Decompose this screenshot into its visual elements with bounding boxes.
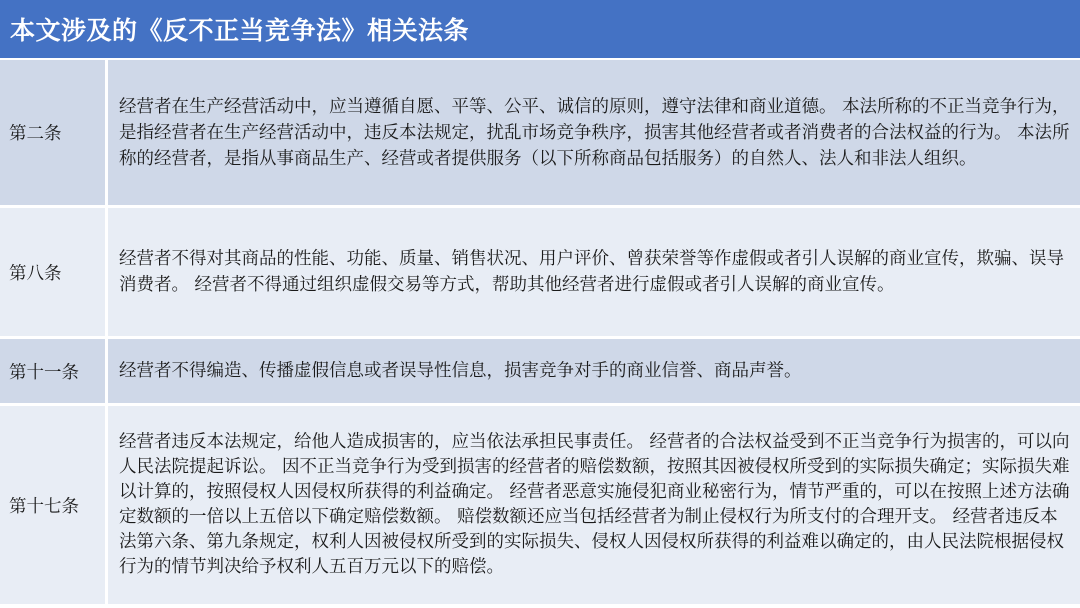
- article-number: 第十一条: [0, 339, 108, 403]
- article-text: [108, 406, 1080, 604]
- article-text: [108, 339, 1080, 403]
- article-text: [108, 208, 1080, 336]
- article-text-content: 经营者违反本法规定，给他人造成损害的，应当依法承担民事责任。 经营者的合法权益受到不正当竞争行为损害的，可以向人民法院提起诉讼。 因不正当竞争行为受到损害的经营者的赔偿数额，按照其因被侵权所受到的实际损失确定；实际损失难以计算的，按照侵权人因侵权所获得的利益确定。 经营者恶意实施侵犯商业秘密行为，情节严重的，可以在按照上述方法确定数额的一倍以上五倍以下确定赔偿数额。 赔偿数额还应当包括经营者为制止侵权行为所支付的合理开支。 经营者违反本法第六条、第九条规定，权利人因被侵权所受到的实际损失、侵权人因侵权所获得的利益难以确定的，由人民法院根据侵权行为的情节判决给予权利人五百万元以下的赔偿。: [119, 432, 1070, 577]
- article-number: 第二条: [0, 60, 108, 205]
- table-row: [0, 339, 1080, 406]
- slide-title: 本文涉及的《反不正当竞争法》相关法条: [0, 0, 1080, 58]
- table-row: [0, 60, 1080, 208]
- article-text: [108, 60, 1080, 205]
- table-row: [0, 406, 1080, 607]
- article-text-content: 经营者在生产经营活动中，应当遵循自愿、平等、公平、诚信的原则，遵守法律和商业道德。 本法所称的不正当竞争行为，是指经营者在生产经营活动中，违反本法规定，扰乱市场竞争秩序，损害其他经营者或者消费者的合法权益的行为。 本法所称的经营者，是指从事商品生产、经营或者提供服务（以下所称商品包括服务）的自然人、法人和非法人组织。: [119, 96, 1070, 169]
- table-row: [0, 208, 1080, 339]
- article-number: 第十七条: [0, 406, 108, 604]
- article-number: 第八条: [0, 208, 108, 336]
- article-text-content: 经营者不得对其商品的性能、功能、质量、销售状况、用户评价、曾获荣誉等作虚假或者引人误解的商业宣传，欺骗、误导消费者。 经营者不得通过组织虚假交易等方式，帮助其他经营者进行虚假或者引人误解的商业宣传。: [119, 249, 1064, 295]
- law-articles-table: [0, 60, 1080, 607]
- article-text-content: 经营者不得编造、传播虚假信息或者误导性信息，损害竞争对手的商业信誉、商品声誉。: [119, 361, 802, 381]
